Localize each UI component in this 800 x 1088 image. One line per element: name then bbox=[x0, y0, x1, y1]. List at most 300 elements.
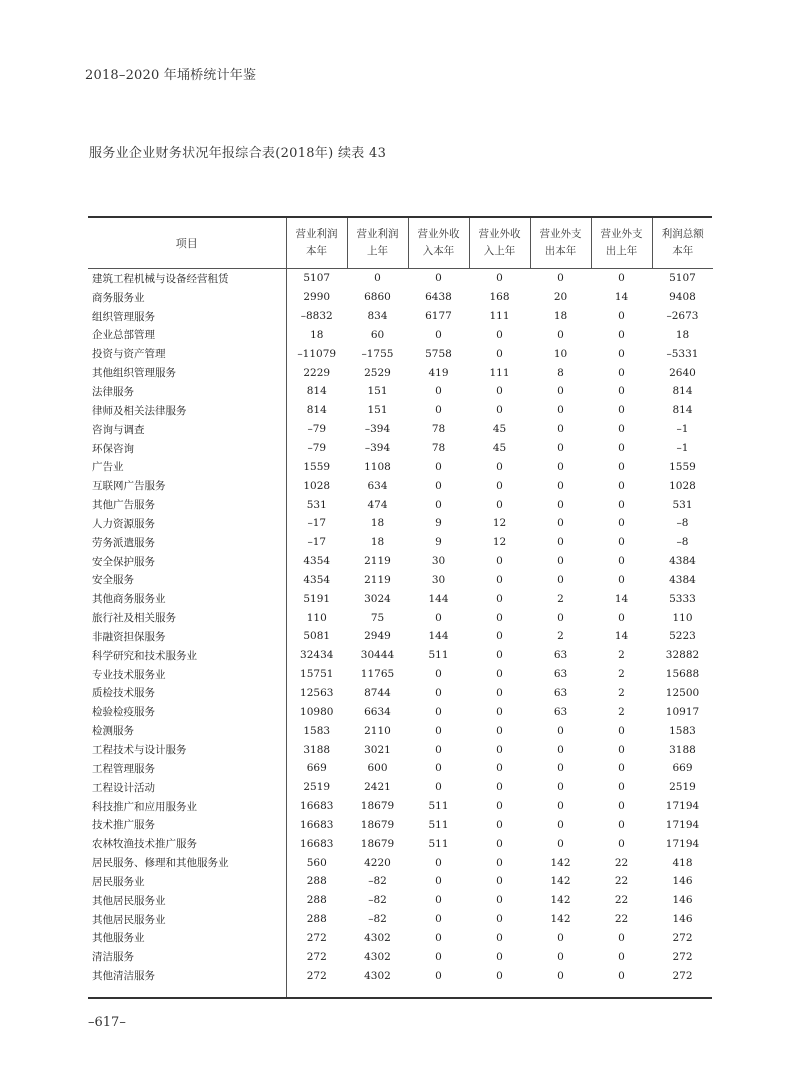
row-value-cell: 0 bbox=[496, 950, 503, 963]
row-value-cell: 111 bbox=[489, 366, 510, 379]
row-value-cell: 0 bbox=[557, 423, 564, 436]
row-value-cell: 0 bbox=[496, 969, 503, 982]
row-value-cell: 3188 bbox=[669, 743, 696, 756]
row-value-cell: 1559 bbox=[303, 460, 331, 473]
table-row bbox=[88, 457, 713, 476]
row-value-cell: 1559 bbox=[669, 460, 696, 473]
financial-table bbox=[88, 218, 713, 997]
row-value-cell: 0 bbox=[618, 931, 625, 944]
row-value-cell: 0 bbox=[557, 442, 564, 455]
row-value-cell: 0 bbox=[557, 573, 564, 586]
row-item-label: 广告业 bbox=[88, 457, 286, 476]
row-value-cell: 1108 bbox=[364, 460, 391, 473]
row-value-cell: 14 bbox=[614, 291, 629, 304]
spacer-cell bbox=[652, 985, 713, 997]
row-item-label: 专业技术服务业 bbox=[88, 665, 286, 684]
row-item-label: 居民服务业 bbox=[88, 872, 286, 891]
column-header bbox=[408, 218, 469, 269]
row-item-label: 法律服务 bbox=[88, 382, 286, 401]
column-header bbox=[469, 218, 530, 269]
table-body bbox=[88, 269, 713, 998]
row-value-cell: 0 bbox=[618, 724, 625, 737]
row-value-cell: 4354 bbox=[303, 555, 331, 568]
row-value-cell: 22 bbox=[614, 894, 629, 907]
row-value-cell: 0 bbox=[618, 347, 625, 360]
row-value-cell: 2990 bbox=[303, 291, 331, 304]
row-item-label: 其他广告服务 bbox=[88, 495, 286, 514]
row-value-cell: 30444 bbox=[360, 649, 395, 662]
row-value-cell: 111 bbox=[489, 310, 510, 323]
row-item-label: 科技推广和应用服务业 bbox=[88, 797, 286, 816]
row-value-cell: 5758 bbox=[425, 347, 452, 360]
row-value-cell: 18 bbox=[370, 517, 385, 530]
row-item-label: 律师及相关法律服务 bbox=[88, 401, 286, 420]
row-value-cell: 669 bbox=[672, 762, 693, 775]
row-value-cell: 0 bbox=[618, 762, 625, 775]
row-value-cell: 11765 bbox=[360, 668, 395, 681]
row-value-cell: 0 bbox=[435, 611, 442, 624]
row-value-cell: –11079 bbox=[297, 347, 337, 360]
row-item-label: 互联网广告服务 bbox=[88, 476, 286, 495]
row-value-cell: 0 bbox=[496, 800, 503, 813]
row-value-cell: 142 bbox=[550, 894, 571, 907]
table-header-row bbox=[88, 218, 713, 269]
row-value-cell: 10980 bbox=[300, 705, 334, 718]
row-value-cell: 110 bbox=[672, 611, 693, 624]
row-value-cell: 0 bbox=[374, 272, 381, 285]
row-value-cell: 1583 bbox=[303, 724, 331, 737]
row-value-cell: 0 bbox=[557, 969, 564, 982]
column-header-line1: 营业外收 bbox=[478, 228, 521, 240]
row-value-cell: 0 bbox=[496, 781, 503, 794]
spacer-cell bbox=[530, 985, 591, 997]
row-item-label: 投资与资产管理 bbox=[88, 344, 286, 363]
row-value-cell: 144 bbox=[428, 592, 449, 605]
row-value-cell: 45 bbox=[492, 423, 507, 436]
row-value-cell: 0 bbox=[557, 611, 564, 624]
row-value-cell: –8832 bbox=[300, 310, 333, 323]
row-item-label: 其他服务业 bbox=[88, 929, 286, 948]
row-value-cell: 144 bbox=[428, 630, 449, 643]
row-value-cell: 2949 bbox=[364, 630, 391, 643]
row-value-cell: 0 bbox=[435, 668, 442, 681]
table-row bbox=[88, 947, 713, 966]
row-value-cell: 2421 bbox=[364, 781, 391, 794]
row-value-cell: 0 bbox=[618, 328, 625, 341]
row-value-cell: 32882 bbox=[665, 649, 700, 662]
row-value-cell: 0 bbox=[435, 931, 442, 944]
row-value-cell: 2640 bbox=[669, 366, 696, 379]
row-value-cell: 531 bbox=[306, 498, 327, 511]
row-value-cell: 0 bbox=[618, 950, 625, 963]
row-value-cell: 0 bbox=[557, 385, 564, 398]
column-header-line1: 营业外支 bbox=[600, 228, 643, 240]
row-value-cell: 0 bbox=[618, 536, 625, 549]
row-value-cell: 110 bbox=[306, 611, 327, 624]
spacer-cell bbox=[469, 985, 530, 997]
row-value-cell: 16683 bbox=[300, 800, 334, 813]
table-bottom-rule bbox=[88, 997, 712, 999]
row-value-cell: 6438 bbox=[425, 291, 452, 304]
row-value-cell: 0 bbox=[557, 328, 564, 341]
column-header bbox=[530, 218, 591, 269]
row-value-cell: 0 bbox=[557, 479, 564, 492]
row-value-cell: 272 bbox=[306, 969, 327, 982]
row-value-cell: 2119 bbox=[364, 573, 391, 586]
column-header-line1: 营业外收 bbox=[417, 228, 460, 240]
row-value-cell: 4302 bbox=[364, 950, 391, 963]
row-value-cell: 0 bbox=[618, 423, 625, 436]
table-row bbox=[88, 514, 713, 533]
row-value-cell: 669 bbox=[306, 762, 327, 775]
row-value-cell: 12563 bbox=[300, 686, 334, 699]
row-value-cell: 0 bbox=[496, 724, 503, 737]
row-value-cell: 0 bbox=[435, 328, 442, 341]
row-value-cell: 32434 bbox=[300, 649, 334, 662]
row-value-cell: 18679 bbox=[360, 800, 395, 813]
table-title: 服务业企业财务状况年报综合表(2018年) 续表 43 bbox=[89, 146, 387, 161]
row-value-cell: 0 bbox=[618, 404, 625, 417]
row-value-cell: 0 bbox=[496, 913, 503, 926]
row-value-cell: 0 bbox=[435, 272, 442, 285]
table-row bbox=[88, 269, 713, 288]
row-value-cell: 4384 bbox=[669, 573, 696, 586]
row-value-cell: 814 bbox=[306, 385, 327, 398]
row-value-cell: 272 bbox=[672, 969, 693, 982]
row-value-cell: 2 bbox=[618, 686, 625, 699]
row-value-cell: 2119 bbox=[364, 555, 391, 568]
row-value-cell: 5107 bbox=[303, 272, 331, 285]
row-value-cell: 0 bbox=[496, 931, 503, 944]
row-item-label: 旅行社及相关服务 bbox=[88, 608, 286, 627]
row-value-cell: 0 bbox=[618, 498, 625, 511]
table-row bbox=[88, 420, 713, 439]
table-spacer-row bbox=[88, 985, 713, 997]
row-value-cell: 0 bbox=[435, 762, 442, 775]
row-value-cell: 14 bbox=[614, 592, 629, 605]
row-value-cell: 4384 bbox=[669, 555, 696, 568]
row-item-label: 商务服务业 bbox=[88, 288, 286, 307]
row-value-cell: 0 bbox=[496, 818, 503, 831]
row-value-cell: 0 bbox=[496, 611, 503, 624]
row-value-cell: 16683 bbox=[300, 837, 334, 850]
row-value-cell: 22 bbox=[614, 913, 629, 926]
table-row bbox=[88, 589, 713, 608]
row-value-cell: 0 bbox=[435, 479, 442, 492]
row-value-cell: –17 bbox=[307, 536, 327, 549]
row-value-cell: 0 bbox=[618, 743, 625, 756]
row-value-cell: 0 bbox=[496, 743, 503, 756]
row-value-cell: 12 bbox=[492, 517, 507, 530]
row-value-cell: 2 bbox=[557, 592, 564, 605]
row-value-cell: 0 bbox=[557, 781, 564, 794]
row-value-cell: 6860 bbox=[364, 291, 391, 304]
row-value-cell: 1583 bbox=[669, 724, 696, 737]
row-value-cell: 142 bbox=[550, 913, 571, 926]
row-value-cell: 18 bbox=[553, 310, 568, 323]
row-value-cell: 0 bbox=[435, 385, 442, 398]
row-value-cell: 63 bbox=[553, 649, 568, 662]
row-value-cell: 30 bbox=[431, 555, 446, 568]
row-value-cell: –1 bbox=[676, 442, 689, 455]
row-item-label: 质检技术服务 bbox=[88, 684, 286, 703]
table-row bbox=[88, 721, 713, 740]
row-value-cell: 0 bbox=[557, 460, 564, 473]
row-value-cell: 0 bbox=[557, 931, 564, 944]
row-value-cell: 6177 bbox=[425, 310, 452, 323]
row-item-label: 居民服务、修理和其他服务业 bbox=[88, 853, 286, 872]
row-value-cell: –8 bbox=[676, 536, 689, 549]
row-value-cell: 0 bbox=[557, 555, 564, 568]
row-value-cell: 0 bbox=[496, 630, 503, 643]
column-header-line2: 本年 bbox=[306, 245, 327, 257]
row-value-cell: 9 bbox=[435, 536, 442, 549]
row-value-cell: 511 bbox=[428, 837, 449, 850]
column-header bbox=[347, 218, 408, 269]
column-header-line2: 上年 bbox=[367, 245, 388, 257]
row-value-cell: –1755 bbox=[361, 347, 394, 360]
row-value-cell: 4354 bbox=[303, 573, 331, 586]
column-header-line2: 入本年 bbox=[422, 245, 455, 257]
table-row bbox=[88, 702, 713, 721]
row-value-cell: 63 bbox=[553, 686, 568, 699]
row-value-cell: 151 bbox=[367, 385, 388, 398]
row-value-cell: 2529 bbox=[364, 366, 391, 379]
row-value-cell: 3021 bbox=[364, 743, 391, 756]
table-row bbox=[88, 646, 713, 665]
row-value-cell: 0 bbox=[557, 818, 564, 831]
table-row bbox=[88, 665, 713, 684]
row-value-cell: 151 bbox=[367, 404, 388, 417]
row-value-cell: 0 bbox=[496, 837, 503, 850]
row-value-cell: 0 bbox=[496, 649, 503, 662]
row-value-cell: 3024 bbox=[364, 592, 391, 605]
table-row bbox=[88, 608, 713, 627]
table-row bbox=[88, 439, 713, 458]
row-value-cell: 75 bbox=[370, 611, 385, 624]
row-value-cell: –394 bbox=[364, 423, 391, 436]
row-value-cell: –79 bbox=[307, 442, 327, 455]
row-item-label: 咨询与调查 bbox=[88, 420, 286, 439]
row-value-cell: 0 bbox=[618, 781, 625, 794]
table-row bbox=[88, 759, 713, 778]
row-value-cell: 14 bbox=[614, 630, 629, 643]
column-header-line1: 利润总额 bbox=[661, 228, 704, 240]
table-row bbox=[88, 684, 713, 703]
column-header bbox=[286, 218, 347, 269]
column-header-line1: 营业利润 bbox=[356, 228, 399, 240]
row-value-cell: 146 bbox=[672, 894, 693, 907]
row-item-label: 建筑工程机械与设备经营租赁 bbox=[88, 269, 286, 288]
row-value-cell: 511 bbox=[428, 818, 449, 831]
row-value-cell: 0 bbox=[435, 705, 442, 718]
table-row bbox=[88, 552, 713, 571]
column-header-line2: 入上年 bbox=[483, 245, 516, 257]
row-value-cell: 22 bbox=[614, 856, 629, 869]
row-value-cell: 288 bbox=[306, 894, 327, 907]
row-value-cell: 0 bbox=[496, 347, 503, 360]
row-value-cell: 2 bbox=[618, 705, 625, 718]
row-item-label: 其他居民服务业 bbox=[88, 910, 286, 929]
row-value-cell: 272 bbox=[306, 931, 327, 944]
row-value-cell: 63 bbox=[553, 668, 568, 681]
column-header-line1: 营业外支 bbox=[539, 228, 582, 240]
row-value-cell: 0 bbox=[496, 328, 503, 341]
row-value-cell: 0 bbox=[618, 573, 625, 586]
row-value-cell: –2673 bbox=[666, 310, 699, 323]
row-value-cell: 600 bbox=[367, 762, 388, 775]
row-value-cell: 17194 bbox=[665, 800, 700, 813]
table-row bbox=[88, 627, 713, 646]
row-value-cell: 0 bbox=[618, 969, 625, 982]
table-row bbox=[88, 344, 713, 363]
row-value-cell: 45 bbox=[492, 442, 507, 455]
row-value-cell: 0 bbox=[435, 894, 442, 907]
row-value-cell: 0 bbox=[618, 555, 625, 568]
row-value-cell: –8 bbox=[676, 517, 689, 530]
row-value-cell: 6634 bbox=[364, 705, 391, 718]
row-value-cell: 168 bbox=[489, 291, 510, 304]
table-row bbox=[88, 288, 713, 307]
row-value-cell: 0 bbox=[496, 555, 503, 568]
row-value-cell: 5107 bbox=[669, 272, 696, 285]
row-item-label: 其他商务服务业 bbox=[88, 589, 286, 608]
row-value-cell: –17 bbox=[307, 517, 327, 530]
row-value-cell: 0 bbox=[435, 950, 442, 963]
row-value-cell: 10 bbox=[553, 347, 568, 360]
table-row bbox=[88, 476, 713, 495]
row-value-cell: 4302 bbox=[364, 969, 391, 982]
row-value-cell: 474 bbox=[367, 498, 388, 511]
row-value-cell: 18679 bbox=[360, 837, 395, 850]
column-header bbox=[652, 218, 713, 269]
row-value-cell: 20 bbox=[553, 291, 568, 304]
table-row bbox=[88, 891, 713, 910]
row-value-cell: 272 bbox=[306, 950, 327, 963]
row-value-cell: –82 bbox=[368, 913, 387, 926]
row-value-cell: 0 bbox=[496, 460, 503, 473]
row-item-label: 企业总部管理 bbox=[88, 326, 286, 345]
row-value-cell: 0 bbox=[496, 385, 503, 398]
table-row bbox=[88, 853, 713, 872]
row-value-cell: 560 bbox=[306, 856, 327, 869]
row-value-cell: 511 bbox=[428, 649, 449, 662]
row-value-cell: 63 bbox=[553, 705, 568, 718]
row-item-label: 其他居民服务业 bbox=[88, 891, 286, 910]
row-value-cell: 0 bbox=[435, 404, 442, 417]
row-value-cell: 0 bbox=[557, 950, 564, 963]
row-value-cell: 10917 bbox=[665, 705, 700, 718]
row-value-cell: 1028 bbox=[303, 479, 331, 492]
column-header-item bbox=[88, 218, 286, 269]
column-header-line2: 本年 bbox=[672, 245, 694, 257]
row-item-label: 检测服务 bbox=[88, 721, 286, 740]
page-number: –617– bbox=[88, 1015, 126, 1030]
row-value-cell: 3188 bbox=[303, 743, 331, 756]
column-header-line1: 项目 bbox=[175, 236, 198, 250]
row-value-cell: 288 bbox=[306, 875, 327, 888]
row-value-cell: 142 bbox=[550, 875, 571, 888]
row-value-cell: 0 bbox=[618, 272, 625, 285]
row-value-cell: 0 bbox=[435, 781, 442, 794]
row-value-cell: –1 bbox=[676, 423, 689, 436]
row-value-cell: 0 bbox=[618, 837, 625, 850]
table-row bbox=[88, 740, 713, 759]
row-value-cell: 2 bbox=[618, 649, 625, 662]
row-value-cell: 0 bbox=[496, 875, 503, 888]
row-item-label: 劳务派遣服务 bbox=[88, 533, 286, 552]
row-item-label: 工程技术与设计服务 bbox=[88, 740, 286, 759]
row-value-cell: 0 bbox=[557, 837, 564, 850]
row-value-cell: 0 bbox=[435, 856, 442, 869]
table-row bbox=[88, 401, 713, 420]
row-value-cell: –394 bbox=[364, 442, 391, 455]
row-value-cell: –5331 bbox=[666, 347, 699, 360]
row-value-cell: 60 bbox=[370, 328, 385, 341]
spacer-cell bbox=[591, 985, 652, 997]
row-item-label: 非融资担保服务 bbox=[88, 627, 286, 646]
row-value-cell: 142 bbox=[550, 856, 571, 869]
row-value-cell: 2 bbox=[618, 668, 625, 681]
row-value-cell: 2519 bbox=[303, 781, 331, 794]
row-value-cell: 0 bbox=[435, 875, 442, 888]
spacer-cell bbox=[286, 985, 347, 997]
row-value-cell: 0 bbox=[496, 705, 503, 718]
row-value-cell: 531 bbox=[672, 498, 693, 511]
row-value-cell: 0 bbox=[435, 724, 442, 737]
row-value-cell: 18 bbox=[370, 536, 385, 549]
row-value-cell: 0 bbox=[496, 592, 503, 605]
spacer-cell bbox=[347, 985, 408, 997]
row-value-cell: 17194 bbox=[665, 818, 700, 831]
row-value-cell: 2519 bbox=[669, 781, 696, 794]
row-item-label: 组织管理服务 bbox=[88, 307, 286, 326]
row-value-cell: 5081 bbox=[303, 630, 331, 643]
row-value-cell: 12500 bbox=[665, 686, 700, 699]
row-value-cell: 0 bbox=[618, 366, 625, 379]
row-item-label: 安全保护服务 bbox=[88, 552, 286, 571]
row-value-cell: 0 bbox=[496, 272, 503, 285]
table-row bbox=[88, 533, 713, 552]
row-value-cell: 0 bbox=[618, 517, 625, 530]
row-value-cell: 15688 bbox=[665, 668, 700, 681]
table-row bbox=[88, 307, 713, 326]
row-item-label: 农林牧渔技术推广服务 bbox=[88, 834, 286, 853]
row-value-cell: 1028 bbox=[669, 479, 696, 492]
row-value-cell: 2110 bbox=[364, 724, 391, 737]
row-value-cell: 0 bbox=[496, 762, 503, 775]
row-value-cell: 0 bbox=[618, 385, 625, 398]
row-value-cell: 15751 bbox=[300, 668, 334, 681]
row-value-cell: 2 bbox=[557, 630, 564, 643]
row-value-cell: 0 bbox=[618, 800, 625, 813]
column-header bbox=[591, 218, 652, 269]
running-head: 2018–2020 年埇桥统计年鉴 bbox=[85, 68, 257, 83]
row-value-cell: 0 bbox=[618, 611, 625, 624]
financial-table-container bbox=[88, 216, 712, 999]
row-value-cell: 0 bbox=[557, 517, 564, 530]
row-value-cell: 17194 bbox=[665, 837, 700, 850]
row-value-cell: 16683 bbox=[300, 818, 334, 831]
row-value-cell: 0 bbox=[435, 686, 442, 699]
row-value-cell: 0 bbox=[435, 743, 442, 756]
row-value-cell: 5333 bbox=[669, 592, 696, 605]
row-value-cell: 0 bbox=[435, 498, 442, 511]
row-value-cell: 0 bbox=[557, 724, 564, 737]
row-item-label: 工程管理服务 bbox=[88, 759, 286, 778]
row-value-cell: 0 bbox=[557, 404, 564, 417]
row-item-label: 安全服务 bbox=[88, 571, 286, 590]
